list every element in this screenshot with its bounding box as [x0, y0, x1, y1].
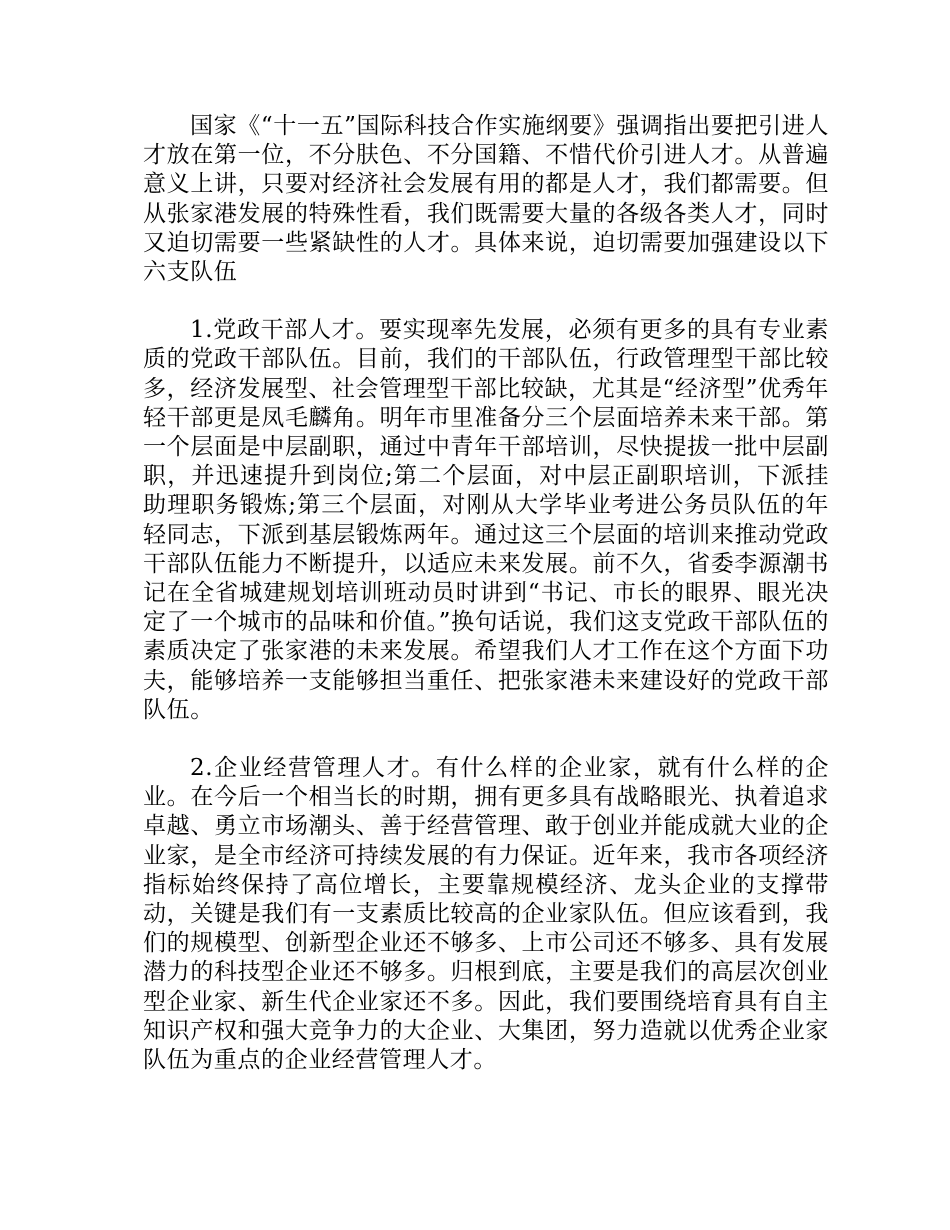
- paragraph-enterprise-managers: 2.企业经营管理人才。有什么样的企业家，就有什么样的企业。在今后一个相当长的时期，拥有更多具有战略眼光、执着追求卓越、勇立市场潮头、善于经营管理、敢于创业并能成就大业的企业家，是全市经济可持续发展的有力保证。近年来，我市各项经济指标始终保持了高位增长，主要靠规模经济、龙头企业的支撑带动，关键是我们有一支素质比较高的企业家队伍。但应该看到，我们的规模型、创新型企业还不够多、上市公司还不够多、具有发展潜力的科技型企业还不够多。归根到底，主要是我们的高层次创业型企业家、新生代企业家还不多。因此，我们要围绕培育具有自主知识产权和强大竞争力的大企业、大集团，努力造就以优秀企业家队伍为重点的企业经营管理人才。: [143, 755, 829, 1074]
- document-page: [143, 112, 829, 1104]
- paragraph-party-cadres: 1.党政干部人才。要实现率先发展，必须有更多的具有专业素质的党政干部队伍。目前，我们的干部队伍，行政管理型干部比较多，经济发展型、社会管理型干部比较缺，尤其是“经济型”优秀年轻干部更是凤毛麟角。明年市里准备分三个层面培养未来干部。第一个层面是中层副职，通过中青年干部培训，尽快提拔一批中层副职，并迅速提升到岗位;第二个层面，对中层正副职培训，下派挂助理职务锻炼;第三个层面，对刚从大学毕业考进公务员队伍的年轻同志，下派到基层锻炼两年。通过这三个层面的培训来推动党政干部队伍能力不断提升，以适应未来发展。前不久，省委李源潮书记在全省城建规划培训班动员时讲到“书记、市长的眼界、眼光决定了一个城市的品味和价值。”换句话说，我们这支党政干部队伍的素质决定了张家港的未来发展。希望我们人才工作在这个方面下功夫，能够培养一支能够担当重任、把张家港未来建设好的党政干部队伍。: [143, 317, 829, 723]
- paragraph-intro: 国家《“十一五”国际科技合作实施纲要》强调指出要把引进人才放在第一位，不分肤色、不分国籍、不惜代价引进人才。从普遍意义上讲，只要对经济社会发展有用的都是人才，我们都需要。但从张家港发展的特殊性看，我们既需要大量的各级各类人才，同时又迫切需要一些紧缺性的人才。具体来说，迫切需要加强建设以下六支队伍: [143, 113, 829, 286]
